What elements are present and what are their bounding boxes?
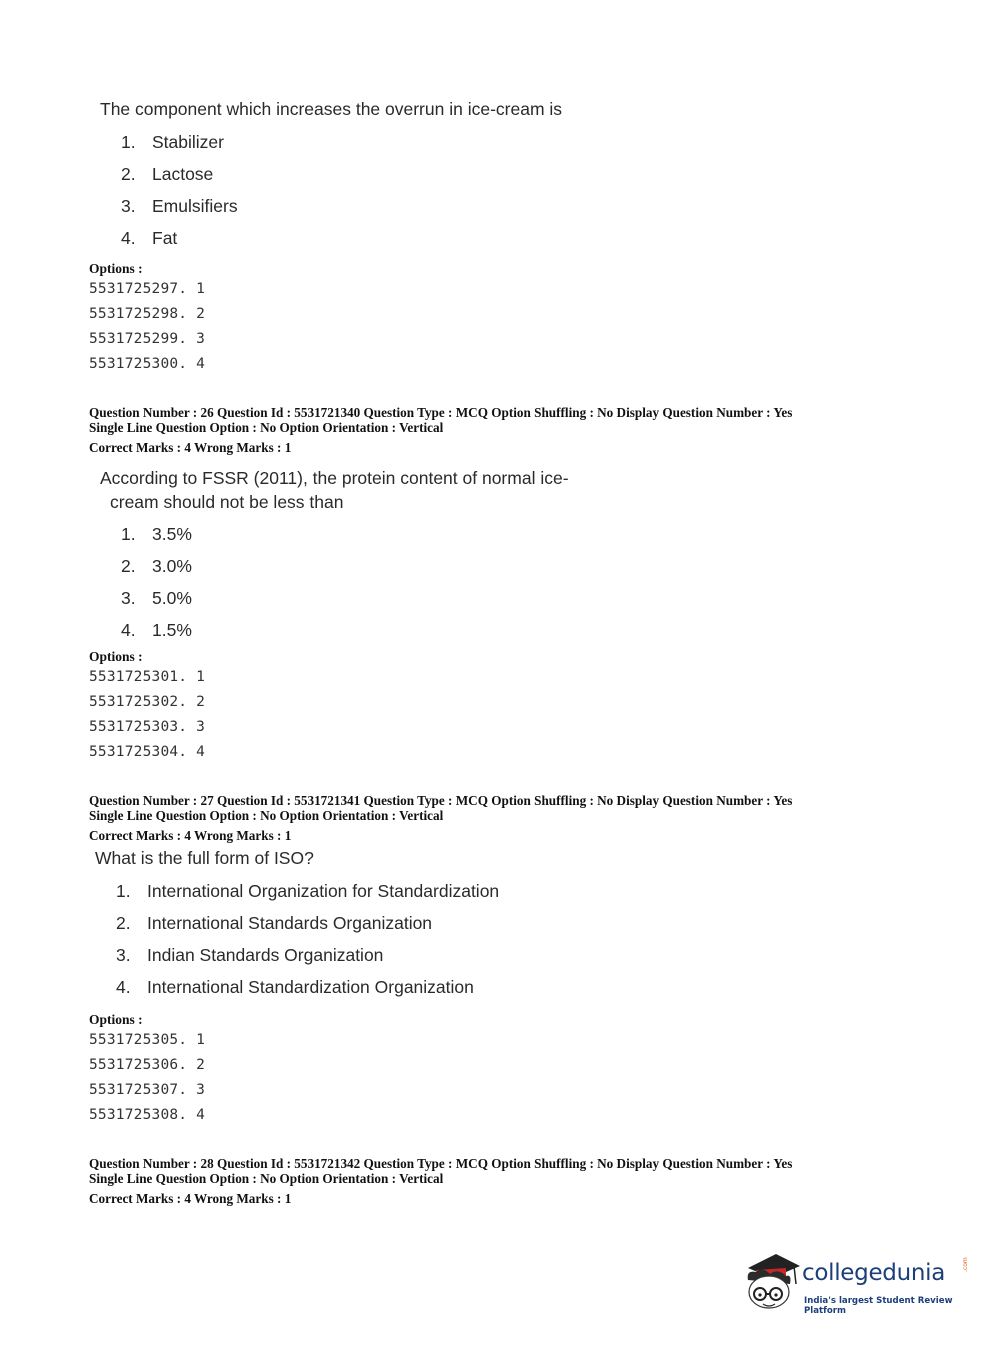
q27-marks: Correct Marks : 4 Wrong Marks : 1 (89, 828, 292, 843)
question-26-text-line2: cream should not be less than (110, 492, 344, 512)
q25-option-id-3: 5531725299. 3 (89, 331, 206, 347)
question-26-text-line1: According to FSSR (2011), the protein content of normal ice- (100, 468, 569, 488)
q27-option-id-4: 5531725308. 4 (89, 1107, 206, 1123)
q27-options-label: Options : (89, 1012, 143, 1027)
q27-choice-2: 2. International Standards Organization (116, 913, 433, 933)
logo-com: .com (962, 1257, 969, 1272)
logo-tagline: India's largest Student Review Platform (804, 1296, 953, 1316)
q25-choice-1: 1. Stabilizer (121, 132, 224, 152)
q26-option-id-2: 5531725302. 2 (89, 694, 206, 710)
q27-option-id-3: 5531725307. 3 (89, 1082, 206, 1098)
q25-option-id-4: 5531725300. 4 (89, 356, 206, 372)
q25-option-id-1: 5531725297. 1 (89, 281, 206, 297)
q26-options-label: Options : (89, 649, 143, 664)
q27-option-id-2: 5531725306. 2 (89, 1057, 206, 1073)
q25-option-id-2: 5531725298. 2 (89, 306, 206, 322)
q26-option-id-3: 5531725303. 3 (89, 719, 206, 735)
mascot-icon (742, 1250, 802, 1320)
q27-choice-1: 1. International Organization for Standardization (116, 881, 500, 901)
q27-choice-4: 4. International Standardization Organization (116, 977, 474, 997)
collegedunia-logo (742, 1250, 972, 1320)
q28-meta-line1: Question Number : 28 Question Id : 5531721342 Question Type : MCQ Option Shuffling : No Display Question Number : Yes (89, 1156, 793, 1171)
q25-choice-4: 4. Fat (121, 228, 178, 248)
q25-options-label: Options : (89, 261, 143, 276)
q25-choice-3: 3. Emulsifiers (121, 196, 238, 216)
q26-choice-4: 4. 1.5% (121, 620, 192, 640)
q27-option-id-1: 5531725305. 1 (89, 1032, 206, 1048)
q26-meta-line2: Single Line Question Option : No Option Orientation : Vertical (89, 420, 444, 435)
q26-marks: Correct Marks : 4 Wrong Marks : 1 (89, 440, 292, 455)
question-25-text: The component which increases the overrun in ice-cream is (100, 99, 563, 119)
q27-choice-3: 3. Indian Standards Organization (116, 945, 384, 965)
logo-wordmark: collegedunia (802, 1260, 946, 1286)
question-27-text: What is the full form of ISO? (95, 848, 314, 868)
q26-choice-1: 1. 3.5% (121, 524, 192, 544)
q27-meta-line2: Single Line Question Option : No Option Orientation : Vertical (89, 808, 444, 823)
q26-option-id-4: 5531725304. 4 (89, 744, 206, 760)
q28-marks: Correct Marks : 4 Wrong Marks : 1 (89, 1191, 292, 1206)
q26-choice-2: 2. 3.0% (121, 556, 192, 576)
q26-choice-3: 3. 5.0% (121, 588, 192, 608)
q25-choice-2: 2. Lactose (121, 164, 214, 184)
q27-meta-line1: Question Number : 27 Question Id : 5531721341 Question Type : MCQ Option Shuffling : No Display Question Number : Yes (89, 793, 793, 808)
q28-meta-line2: Single Line Question Option : No Option Orientation : Vertical (89, 1171, 444, 1186)
q26-option-id-1: 5531725301. 1 (89, 669, 206, 685)
q26-meta-line1: Question Number : 26 Question Id : 5531721340 Question Type : MCQ Option Shuffling : No Display Question Number : Yes (89, 405, 793, 420)
